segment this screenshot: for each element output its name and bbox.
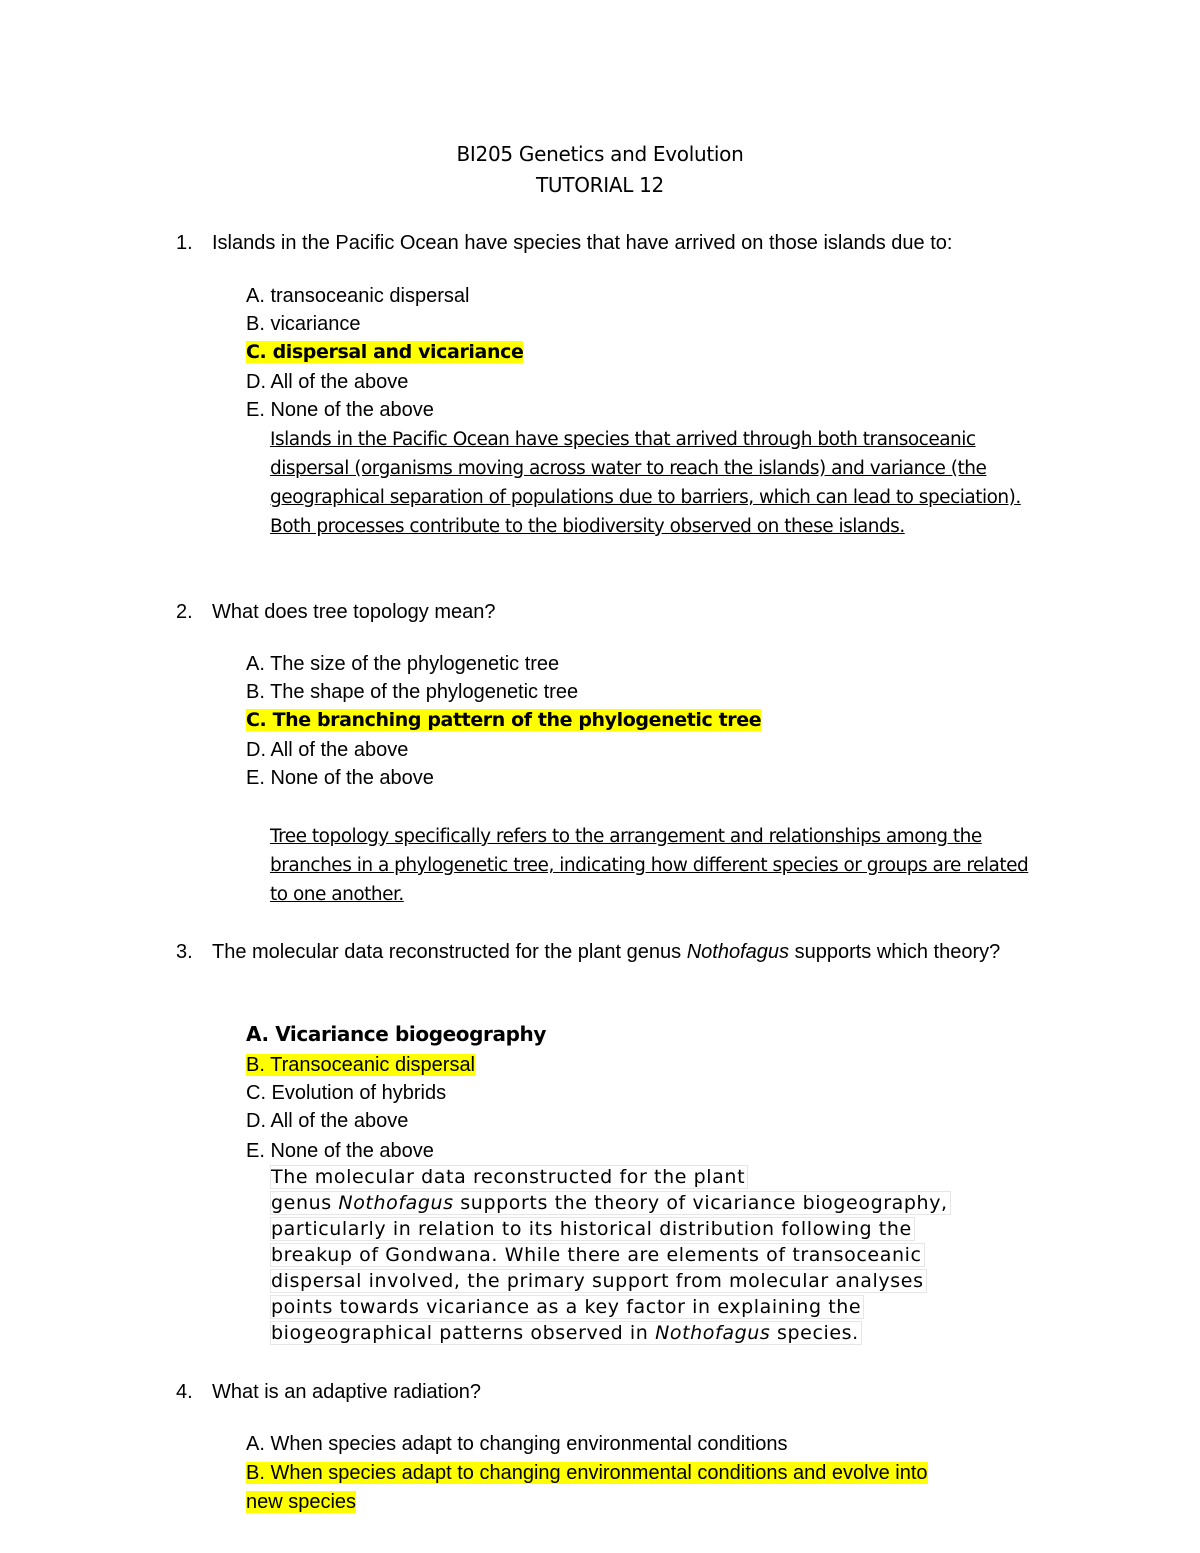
explanation-1: Islands in the Pacific Ocean have species that arrived through both transoceanic dispersal (organisms moving across water to reach the islands) and variance (the geographical separation of populations due to barriers, which can lead to speciation). Both processes contribute to the biodiversity observed on these islands. (270, 429, 1021, 537)
explanation-line (270, 1294, 1010, 1320)
explanation-text: points towards vicariance as a key factor in explaining the (270, 1295, 864, 1319)
option-a: A. The size of the phylogenetic tree (246, 653, 560, 675)
option-a: A. transoceanic dispersal (246, 285, 470, 307)
question-text-part: supports which theory? (789, 941, 1001, 963)
explanation-3 (270, 1164, 1010, 1346)
question-text: Islands in the Pacific Ocean have species that have arrived on those islands due to: (212, 232, 953, 254)
highlighted-answer: B. Transoceanic dispersal (246, 1054, 476, 1076)
explanation-line (270, 1216, 1010, 1242)
explanation-text: breakup of Gondwana. While there are elements of transoceanic (270, 1243, 925, 1267)
question-text: What is an adaptive radiation? (212, 1381, 482, 1403)
highlighted-answer: new species (246, 1491, 357, 1513)
option-e: E. None of the above (246, 767, 434, 789)
option-e: E. None of the above (246, 399, 434, 421)
explanation-text: particularly in relation to its historical distribution following the (270, 1217, 915, 1241)
explanation-line (270, 1190, 1010, 1216)
highlighted-answer: C. The branching pattern of the phylogenetic tree (246, 709, 762, 731)
explanation-text: genus (271, 1192, 339, 1214)
bold-option: A. Vicariance biogeography (246, 1022, 546, 1046)
option-c: C. Evolution of hybrids (246, 1082, 447, 1104)
question-number: 3. (176, 941, 193, 963)
course-title: BI205 Genetics and Evolution (456, 142, 744, 166)
question-text (212, 936, 1032, 968)
genus-name: Nothofagus (686, 941, 790, 963)
explanation-line (270, 1268, 1010, 1294)
explanation-text: dispersal involved, the primary support from molecular analyses (270, 1269, 927, 1293)
option-d: D. All of the above (246, 371, 409, 393)
option-a: A. When species adapt to changing environmental conditions (246, 1433, 788, 1455)
option-d: D. All of the above (246, 1110, 409, 1132)
highlighted-answer: C. dispersal and vicariance (246, 341, 524, 363)
genus-name: Nothofagus (655, 1322, 771, 1344)
option-c-answer (246, 338, 523, 366)
explanation-2: Tree topology specifically refers to the arrangement and relationships among the branches in a phylogenetic tree, indicating how different species or groups are related to one another. (270, 826, 1029, 905)
question-number: 2. (176, 601, 193, 623)
option-e: E. None of the above (246, 1140, 434, 1162)
tutorial-title: TUTORIAL 12 (536, 173, 664, 197)
explanation-line (270, 1164, 1010, 1190)
explanation-text: supports the theory of vicariance biogeography, (453, 1192, 948, 1214)
option-b: B. The shape of the phylogenetic tree (246, 681, 579, 703)
option-b-answer (246, 1459, 928, 1487)
question-number: 4. (176, 1381, 193, 1403)
explanation-line (270, 1320, 1010, 1346)
question-text: What does tree topology mean? (212, 601, 496, 623)
option-d: D. All of the above (246, 739, 409, 761)
question-text-part: The molecular data reconstructed for the plant genus (212, 941, 687, 963)
option-c-answer (246, 706, 761, 734)
option-b-answer (246, 1051, 475, 1079)
option-a-bold (246, 1020, 546, 1049)
option-b-answer-cont (246, 1488, 356, 1516)
explanation-text: biogeographical patterns observed in (271, 1322, 656, 1344)
genus-name: Nothofagus (338, 1192, 454, 1214)
highlighted-answer: B. When species adapt to changing environmental conditions and evolve into (246, 1462, 928, 1484)
explanation-line (270, 1242, 1010, 1268)
explanation-text: species. (770, 1322, 859, 1344)
question-number: 1. (176, 232, 193, 254)
explanation-text: The molecular data reconstructed for the plant (270, 1165, 748, 1189)
option-b: B. vicariance (246, 313, 361, 335)
